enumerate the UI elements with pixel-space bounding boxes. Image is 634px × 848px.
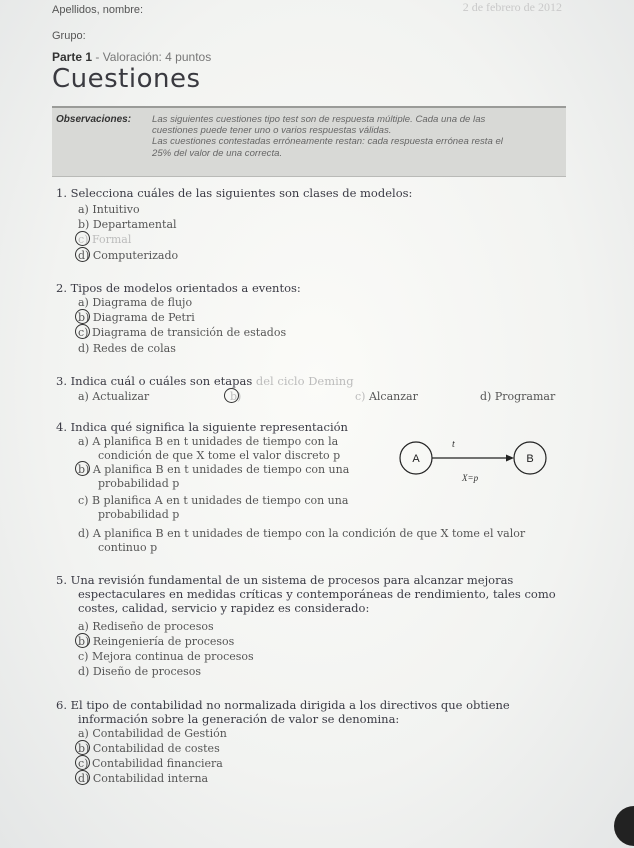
question-1-option-b: b) Departamental — [78, 218, 177, 231]
arrow-label-t: t — [452, 439, 455, 450]
question-6-option-b: b) Contabilidad de costes — [78, 742, 220, 755]
answer-circle — [75, 231, 90, 246]
question-2-option-d: d) Redes de colas — [78, 342, 176, 355]
answer-circle — [75, 324, 90, 339]
question-4: 4. Indica qué significa la siguiente representación — [56, 420, 348, 434]
answer-circle — [75, 309, 90, 324]
part-points: - Valoración: 4 puntos — [92, 50, 212, 64]
question-2-option-a: a) Diagrama de flujo — [78, 296, 193, 309]
question-6-option-c: c) Contabilidad financiera — [78, 757, 223, 770]
question-3: 3. Indica cuál o cuáles son etapas del ciclo Deming — [56, 374, 354, 388]
answer-circle — [224, 388, 242, 403]
observations-box — [52, 106, 566, 177]
part-title: Parte 1 — [52, 50, 93, 64]
question-6: 6. El tipo de contabilidad no normalizada dirigida a los directivos que obtiene información sobre la generación de valor se denomina: — [56, 698, 510, 726]
arrow-head — [506, 455, 514, 462]
question-3-option-c: c) Alcanzar — [355, 390, 418, 403]
answer-circle — [75, 633, 90, 648]
question-5-option-d: d) Diseño de procesos — [78, 665, 202, 678]
question-6-option-a: a) Contabilidad de Gestión — [78, 727, 227, 740]
arrow-condition: X=p — [462, 473, 479, 483]
page-title: Cuestiones — [52, 64, 201, 94]
group-field-label: Grupo: — [52, 30, 86, 42]
answer-circle — [75, 247, 90, 262]
question-1: 1. Selecciona cuáles de las siguientes son clases de modelos: — [56, 186, 413, 200]
part-heading — [52, 50, 211, 64]
observations-text: Las siguientes cuestiones tipo test son de respuesta múltiple. Cada una de las cuestiones puede tener uno o varios respuestas válidas. Las cuestiones contestadas erróneamente restan: cada respuesta errónea resta el 25% del valor de una correcta. — [152, 114, 503, 159]
question-3-option-b: b) — [230, 390, 242, 403]
question-2-option-b: b) Diagrama de Petri — [78, 311, 195, 324]
question-5: 5. Una revisión fundamental de un sistema de procesos para alcanzar mejoras espectaculares en medidas críticas y contemporáneas de rendimiento, tales como costes, calidad, servicio y rapidez es considerado: — [56, 573, 556, 615]
question-5-option-c: c) Mejora continua de procesos — [78, 650, 254, 663]
question-1-option-d: d) Computerizado — [78, 249, 179, 262]
question-5-option-a: a) Rediseño de procesos — [78, 620, 214, 633]
dark-corner-shadow — [614, 806, 634, 846]
question-3-option-d: d) Programar — [480, 390, 556, 403]
question-6-option-d: d) Contabilidad interna — [78, 772, 209, 785]
question-2: 2. Tipos de modelos orientados a eventos: — [56, 281, 301, 295]
question-5-option-b: b) Reingeniería de procesos — [78, 635, 235, 648]
observations-label: Observaciones: — [56, 114, 132, 125]
exam-date: 2 de febrero de 2012 — [462, 0, 562, 14]
answer-circle — [75, 770, 90, 785]
question-3-option-a: a) Actualizar — [78, 390, 150, 403]
question-4-option-c: c) B planifica A en t unidades de tiempo con una probabilidad p — [78, 494, 349, 521]
answer-circle — [75, 461, 90, 476]
answer-circle — [75, 740, 90, 755]
question-1-option-c: c) Formal — [78, 233, 132, 246]
answer-circle — [75, 755, 90, 770]
node-diagram — [390, 432, 570, 492]
question-4-option-b: b) A planifica B en t unidades de tiempo con una probabilidad p — [78, 463, 350, 490]
name-field-label: Apellidos, nombre: — [52, 4, 144, 16]
node-b-label: B — [526, 453, 534, 465]
question-4-option-d: d) A planifica B en t unidades de tiempo con la condición de que X tome el valor continuo p — [78, 527, 526, 554]
question-4-option-a: a) A planifica B en t unidades de tiempo con la condición de que X tome el valor discreto p — [78, 435, 341, 462]
question-2-option-c: c) Diagrama de transición de estados — [78, 326, 287, 339]
node-a-label: A — [412, 453, 420, 465]
question-1-option-a: a) Intuitivo — [78, 203, 140, 216]
